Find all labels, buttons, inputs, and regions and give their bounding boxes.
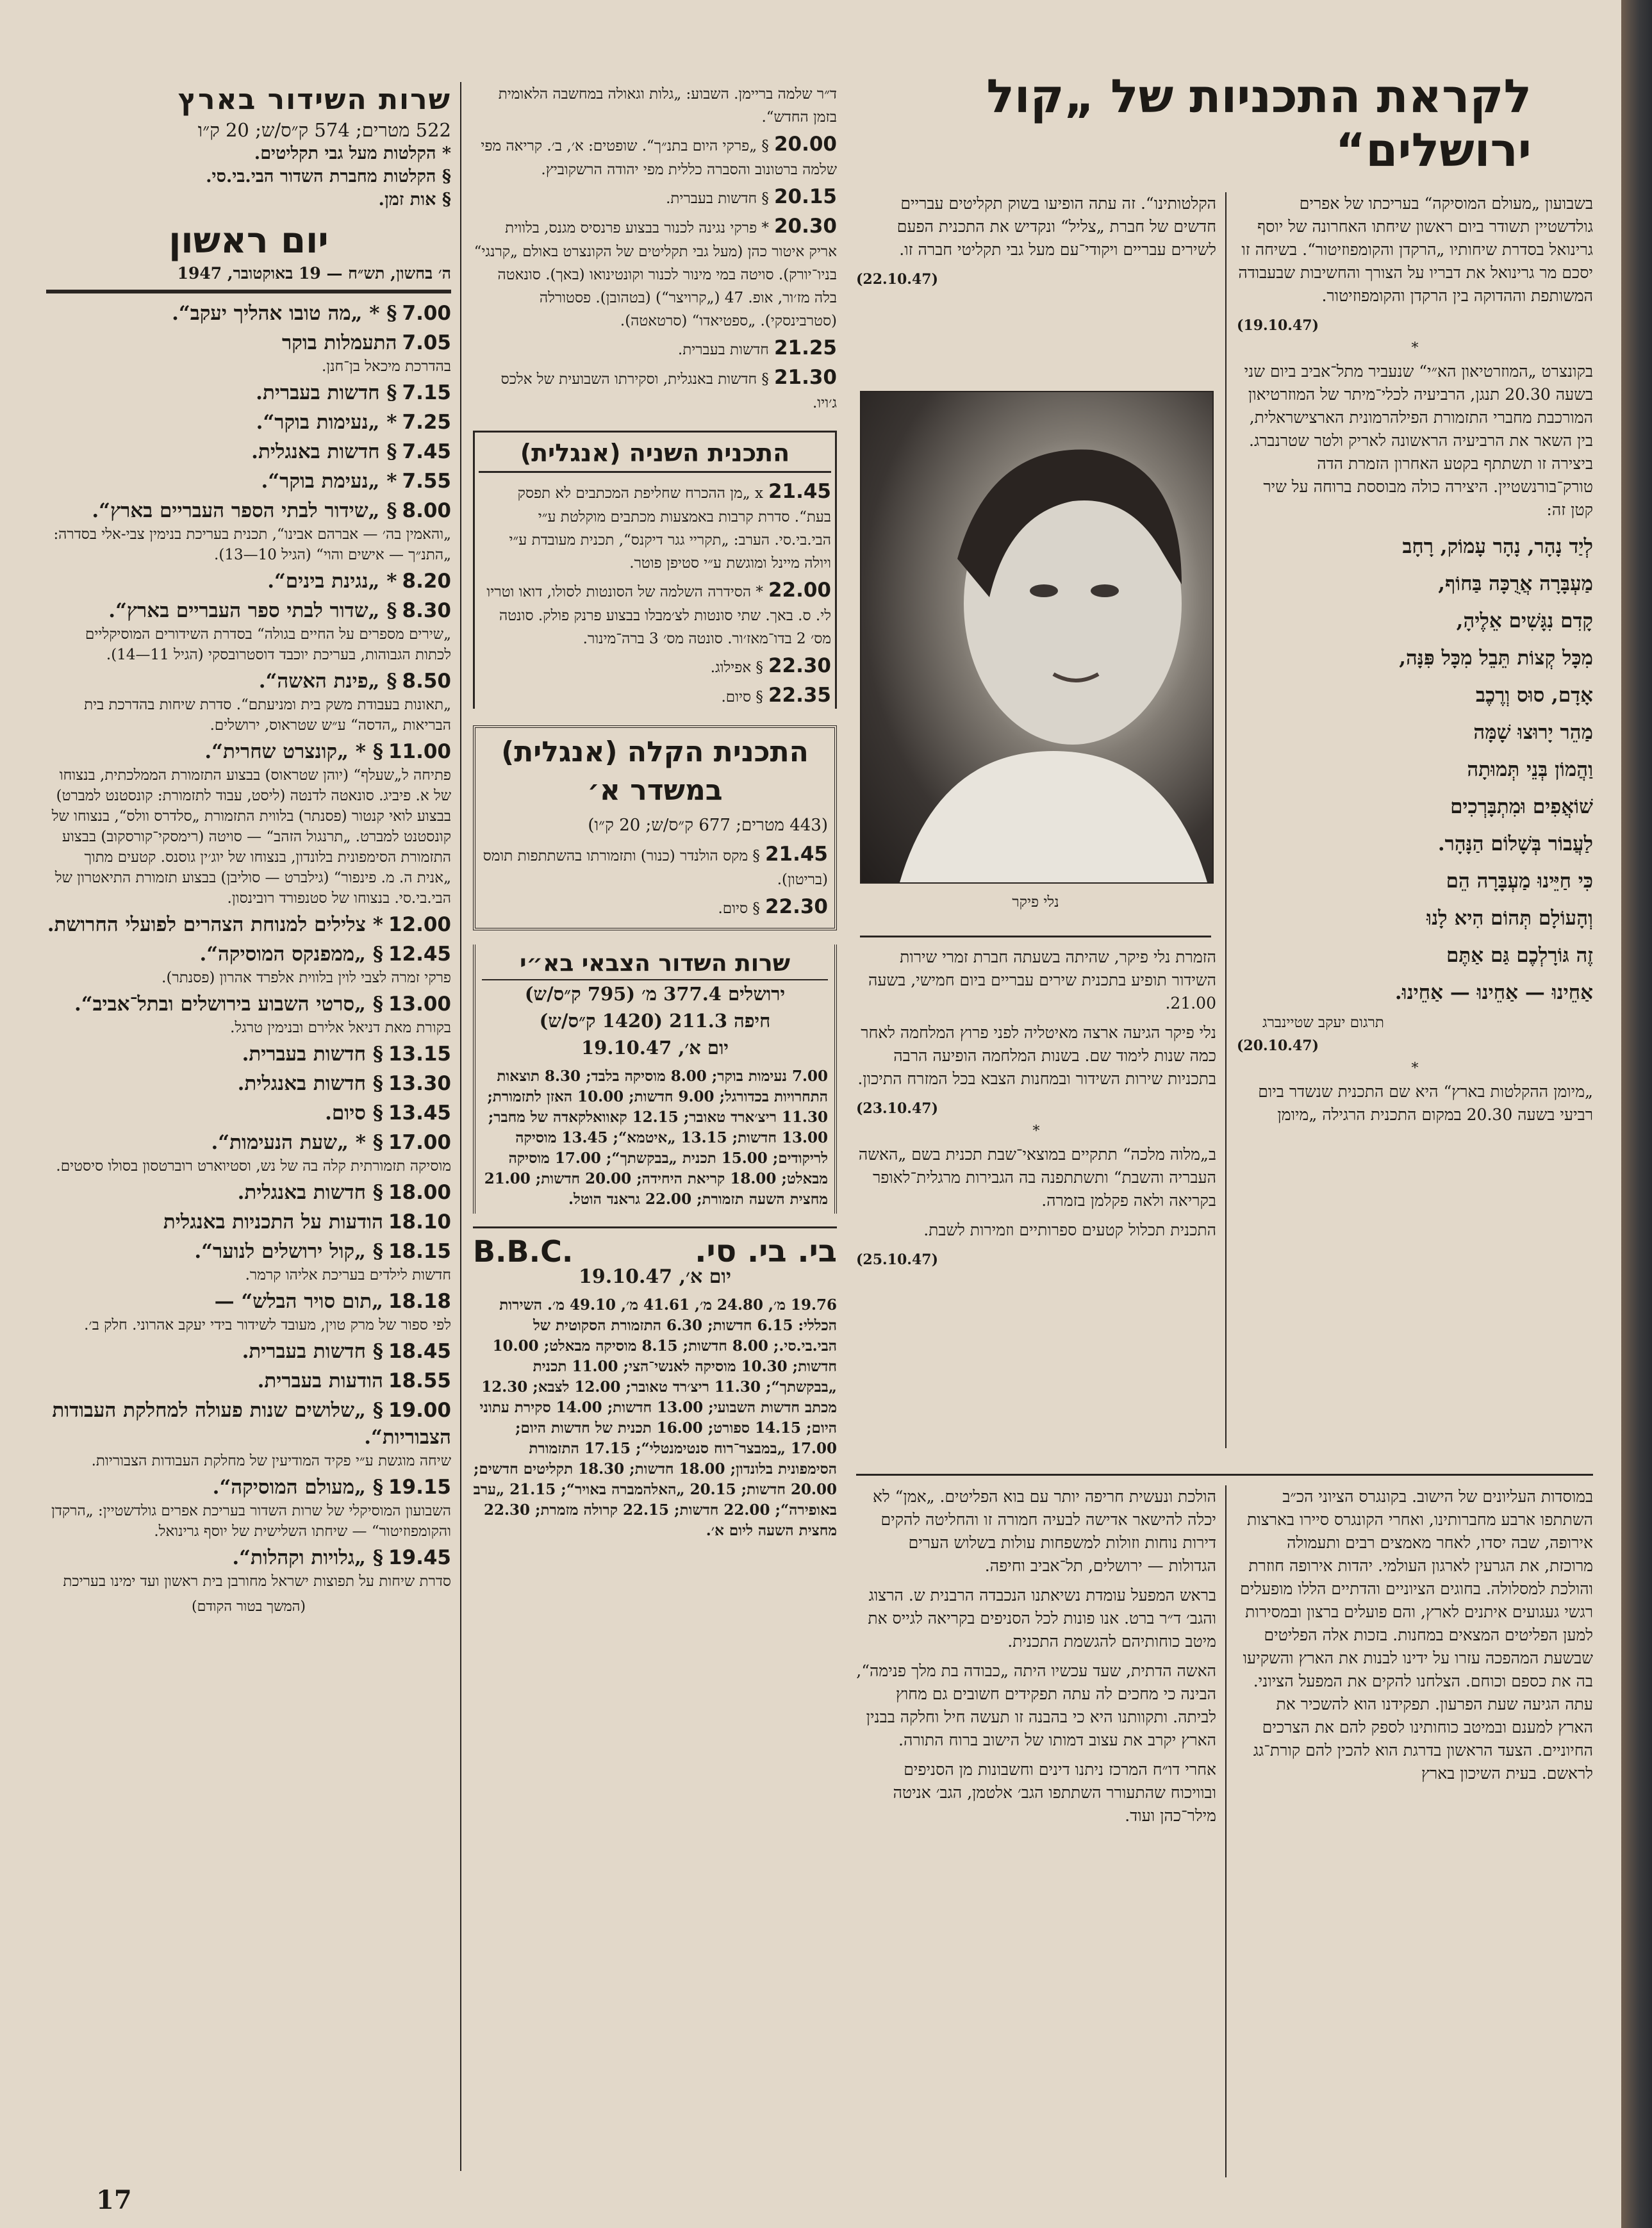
schedule-program: § „פינת האשה“. xyxy=(258,670,397,693)
schedule-time: 18.18 xyxy=(388,1290,451,1313)
schedule-entry xyxy=(46,1288,451,1335)
article-column-right: בשבועון „מעולם המוסיקה“ בעריכתו של אפרים גולדשטיין תשודר ביום ראשון שיחתו האחרונה של יוסף גרינואל בסדרת שיחותיו „הרקדן והקומפוזיטור“. בשיחה זו יסכם מר גרינואל את דבריו על הצורך והחשיבות שבעבודה המשותפת וההדוקה בין הרקדן והקומפוזיטור. (19.10.47) * בקונצרט „המוזרטיאון הא״י“ שנעביר מתל־אביב ביום שני בשעה 20.30 תנגן, הרביעיה לכלי־מיתר של המוזרטיאון המורכבת מחברי התזמורת הפילהרמונית הארצישראלית, בין השאר את הרביעיה הראשונה לאריק ולטר שטרנברג. ביצירה זו תשתתף בקטע האחרון הזמרת הדה טורק־בורנשטיין. היצירה כולה מבוססת ברוחה על שיר קטן זה: לְיַד נָהָר, נָהָר עָמוֹק, רָחָב מַעְבָּרָה אֲרֻכָּה בַּחוֹף, קָדִם נִגָּשִׁים אֵלֶיהָ, מִכָּל קְצוֹת תֵּבֵל מִכָּל פִּנָּה, אָדָם, סוּס וְרֶכֶב מַהֵר יָרוּצוּ שָׁמָּה וַהֲמוֹן בְּנֵי תְּמוּתָה שׁוֹאֲפִים וּמִתְבָּרְכִים לַעֲבוֹר בְּשָׁלוֹם הַנָּהָר. כִּי חַיֵּינוּ מַעְבָּרָה הֵם וְהָעוֹלָם תְּהוֹם הִיא לָנוּ זֶה גּוֹרָלְכֶם גַּם אַתֶּם אַחֵינוּ — אַחֵינוּ — אַחֵינוּ. תרגום יעקב שטיינברג (20.10.47) * „מיומן ההקלטות בארץ“ היא שם התכנית שנשדר ביום רביעי בשעה 20.30 במקום התכנית הרגילה „מיומן xyxy=(1237,192,1593,1448)
schedule-program: § „ממפנקס המוסיקה“. xyxy=(199,943,383,966)
schedule-entry xyxy=(46,1070,451,1097)
housing-paragraph: הולכת ונעשית חריפה יותר עם בוא הפליטים. „אמן“ לא יכלה להישאר אדישה לבעיה חמורה זו והחליטה להקים דירות נוחות וזולות למשפחות עולות בשלוש הערים הגדולות — ירושלים, תל־אביב וחיפה. xyxy=(872,1487,1216,1575)
evening-entry xyxy=(473,364,837,414)
bbc-title-hebrew: בי. בי. סי. xyxy=(695,1234,837,1269)
poem-line: קָדִם נִגָּשִׁים אֵלֶיהָ, xyxy=(1456,609,1593,632)
army-schedule: 7.00 נעימות בוקר; 8.00 מוסיקה בלבד; 8.30 תוצאות התחרויות בכדורגל; 9.00 חדשות; 10.00 האזן לתזמורת; 11.30 ריצ׳ארד טאובר; 12.15 קאוואלקאדה של מחבר; 13.00 חדשות; 13.15 „איטמא“; 13.45 מוסיקה לריקודים; 15.00 תכנית „בבקשתך“; 17.00 מוסיקה מבאלט; 18.00 קריאת היחידה; 20.00 חדשות; 21.00 מחצית השעה תזמורת; 22.00 גראנד הוטל. xyxy=(484,1068,828,1208)
station-legend-time: § אות זמן. xyxy=(378,190,451,210)
schedule-program: § חדשות באנגלית. xyxy=(237,1181,383,1204)
poem-credit: תרגום יעקב שטיינברג xyxy=(1262,1014,1384,1031)
music-world-item: בשבועון „מעולם המוסיקה“ בעריכתו של אפרים גולדשטיין תשודר ביום ראשון שיחתו האחרונה של יוסף גרינואל בסדרת שיחותיו „הרקדן והקומפוזיטור“. בשיחה זו יסכם מר גרינואל את דבריו על הצורך והחשיבות שבעבודה המשותפת וההדוקה בין הרקדן והקומפוזיטור. xyxy=(1238,194,1593,305)
light-program-list xyxy=(482,841,828,920)
schedule-description: חדשות לילדים בעריכת אליהו קרמר. xyxy=(245,1267,451,1283)
schedule-time: 7.15 xyxy=(402,381,451,404)
column-divider xyxy=(460,82,461,2171)
schedule-entry xyxy=(46,468,451,495)
bbc-box xyxy=(473,1234,837,1541)
melave-malka-date: (25.10.47) xyxy=(856,1251,938,1268)
bbc-date: יום א׳, 19.10.47 xyxy=(579,1266,731,1288)
evening-time: 21.30 xyxy=(773,366,837,389)
diaspora-paragraph: במוסדות העליונים של הישוב. בקונגרס הציוני הכ״ב השתתפו ארבע מחברותינו, ואחרי הקונגרס סיירו בארצות אירופה, שבה יסדו, לאחר מאמצים רבים ותעמולה מרוכזת, את הגרעין לארגון העולמי. יהדות אירופה חוזרת והולכת למסלולה. בחוגים הציוניים והדתיים הללו מופעלים רגשי געגועים איתנים לארץ, והם פועלים ברצון ובמסירות למען הפליטים המצאים במחנות. בזכות אלה הפליטים שבשעת המהפכה עזרו על ידינו לבנות את הארץ והשקיעו בה את כספם וכוחם. הצלחנו להקים את המפעל הציוני. עתה הגיעה שעת הפרעון. תפקידנו הוא להשכיר את הארץ למענם ובמיטב כוחותינו לספק להם את הצרכים החיוניים. הצעד הראשון בדרגת הוא להכין להם קורת־גג לראשם. בעית השיכון בארץ xyxy=(1239,1487,1593,1783)
schedule-entry xyxy=(46,379,451,406)
schedule-entry xyxy=(46,568,451,595)
schedule-entry xyxy=(46,1544,451,1592)
schedule-entry xyxy=(46,1041,451,1068)
schedule-entry xyxy=(46,991,451,1038)
photo-caption-area xyxy=(860,891,1211,929)
schedule-time: 19.45 xyxy=(388,1546,451,1569)
poem-line: לְיַד נָהָר, נָהָר עָמוֹק, רָחָב xyxy=(1402,535,1593,558)
schedule-column xyxy=(46,82,451,2177)
article-column-left-lower: הזמרת נלי פיקר, שהיתה בשעתה חברת זמרי שירות השידור תופיע בתכנית שירים עבריים ביום חמישי, בשעה 21.00. נלי פיקר הגיעה ארצה מאיטליה לפני פרוץ המלחמה לאחר כמה שנות לימוד שם. בשנות המלחמה הופיעה הרבה בתכניות שירות השידור ובמחנות הצבא בכל המזרח התיכון. (23.10.47) * ב„מלוה מלכה“ תתקיים במוצאי־שבת תכנית בשם „האשה העבריה והשבת“ ותשתתפנה בה הגבירות מרגלית־לאופר בקריאה ולאה פקלמן בזמרה. התכנית תכלול קטעים ספרותיים וזמירות לשבת. (25.10.47) xyxy=(856,946,1216,1465)
schedule-time: 8.00 xyxy=(402,499,451,522)
schedule-time: 18.15 xyxy=(388,1240,451,1263)
second-program-box xyxy=(473,431,837,709)
schedule-entry xyxy=(46,1474,451,1542)
listings-column xyxy=(473,82,837,2177)
religious-woman-paragraph: האשה הדתית, שעד עכשיו היתה „כבודה בת מלך פנימה“, הבינה כי מחכים לה עתה תפקידים חשובים גם מחוץ לביתה. ותקוותנו היא כי בהבנה זו תעשה חיל וחלקה בבנין הארץ יקרב את עצוב דמותו של הישוב ברוח התורה. xyxy=(856,1662,1216,1749)
schedule-time: 19.15 xyxy=(388,1476,451,1499)
binding-edge xyxy=(1621,0,1652,2228)
schedule-program: § חדשות באנגלית. xyxy=(237,1072,383,1095)
schedule-program: § „מעולם המוסיקה“. xyxy=(212,1476,383,1499)
poem-date: (20.10.47) xyxy=(1237,1037,1319,1054)
schedule-program: * „נעימות בוקר“. xyxy=(256,411,397,434)
light-program-sub: (443 מטרים; 677 ק״ס/ש; 20 ק״ו) xyxy=(588,816,828,835)
second-entry xyxy=(479,478,831,574)
schedule-description: בקורת מאת דניאל אלירם ובנימין טרגל. xyxy=(230,1019,451,1036)
schedule-entry xyxy=(46,911,451,938)
schedule-time: 7.05 xyxy=(402,331,451,354)
light-entry xyxy=(482,841,828,891)
evening-entry xyxy=(473,82,837,128)
schedule-program: § חדשות בעברית. xyxy=(242,1043,383,1066)
second-entry xyxy=(479,682,831,709)
evening-program: חדשות בעברית. xyxy=(677,342,769,358)
evening-program: § חדשות באנגלית, וסקירתו השבועית של אלכס ג׳ויו. xyxy=(500,371,837,411)
singer-photo xyxy=(860,391,1214,884)
schedule-time: 18.10 xyxy=(388,1210,451,1234)
poem xyxy=(1237,528,1593,1011)
schedule-entry xyxy=(46,1338,451,1365)
schedule-program: § „שידור לבתי הספר העבריים בארץ“. xyxy=(92,499,397,522)
singer-intro: הזמרת נלי פיקר, שהיתה בשעתה חברת זמרי שירות השידור תופיע בתכנית שירים עבריים ביום חמישי, בשעה 21.00. xyxy=(868,948,1216,1012)
melave-malka: ב„מלוה מלכה“ תתקיים במוצאי־שבת תכנית בשם „האשה העבריה והשבת“ ותשתתפנה בה הגבירות מרגלית־לאופר בקריאה ולאה פקלמן בזמרה. xyxy=(858,1145,1216,1210)
article-mid-top: הקלטותינו“. זה עתה הופיעו בשוק תקליטים עבריים חדשים של חברת „צליל“ ונקדיש את התכנית הפעם לשירים עבריים ויקודי־עם מעל גבי תקליטי חברה זו. xyxy=(896,194,1216,259)
schedule-program: § * „מה טובו אהליך יעקב“. xyxy=(172,302,397,325)
singer-background: נלי פיקר הגיעה ארצה מאיטליה לפני פרוץ המלחמה לאחר כמה שנות לימוד שם. בשנות המלחמה הופיעה הרבה בתכניות שירות השידור ובמחנות הצבא בכל המזרח התיכון. xyxy=(857,1023,1216,1088)
schedule-program: § * „שעת הנעימות“. xyxy=(211,1131,383,1154)
second-program: § סיום. xyxy=(721,689,763,706)
schedule-time: 13.00 xyxy=(388,993,451,1016)
station-legend-records: * הקלטות מעל גבי תקליטים. xyxy=(254,144,451,163)
schedule-time: 7.00 xyxy=(402,302,451,325)
schedule-time: 18.45 xyxy=(388,1340,451,1363)
schedule-time: 13.45 xyxy=(388,1102,451,1125)
mozarteum-item: בקונצרט „המוזרטיאון הא״י“ שנעביר מתל־אביב ביום שני בשעה 20.30 תנגן, הרביעיה לכלי־מיתר של המוזרטיאון המורכבת מחברי התזמורת הפילהרמונית הארצישראלית, בין השאר את הרביעיה הראשונה לאריק ולטר שטרנברג. ביצירה זו תשתתף בקטע האחרון הזמרת הדה טורק־בורנשטיין. היצירה כולה מבוססת ברוחה על שיר קטן זה: xyxy=(1244,362,1593,519)
poem-line: כִּי חַיֵּינוּ מַעְבָּרָה הֵם xyxy=(1446,870,1593,893)
light-program-title: התכנית הקלה (אנגלית) במשדר א׳ xyxy=(501,736,809,807)
second-program: x „מן ההכרח שחליפת המכתבים לא תפסק בעת“. סדרת קרבות באמצעות מכתבים מוקלטת ע״י הבי.בי.סי. הערב: „תקריי גגר דיקנס“, תכנית מעובדת ע״י ויולה מיינל ומוגשת ע״י סטיפן פוטר. xyxy=(509,485,831,572)
station-frequency: 522 מטרים; 574 ק״ס/ש; 20 ק״ו xyxy=(197,119,451,141)
poem-line: מַהֵר יָרוּצוּ שָׁמָּה xyxy=(1473,721,1593,744)
schedule-time: 19.00 xyxy=(388,1399,451,1422)
evening-program: * פרקי נגינה לכנור בבצוע פרנסיס מגנס, בלווית אריק איטור כהן (מעל גבי תקליטים של הקונצרט באולם „קרנגי“ בניו־יורק). סויטה במי מינור לכנור וקונטינואו (באך). סונאטה בלה מז׳ור, אופ. 47 („קרויצר“) (בטהובן). פסטורלה (סטרבינסקי). „ספטיאדו“ (סרטאטה). xyxy=(474,220,837,329)
schedule-description: „תאונות בעבודת משק בית ומניעתם“. סדרת שיחות בהדרכת בית הבריאות „הדסה“ ע״ש שטראוס, ירושלים. xyxy=(84,697,451,734)
second-time: 22.35 xyxy=(768,684,831,707)
army-haifa: חיפה 211.3 (1420 ק״ס/ש) xyxy=(539,1010,771,1032)
schedule-entry xyxy=(46,1100,451,1126)
station-header: שרות השידור בארץ xyxy=(178,83,451,116)
schedule-description: בהדרכת מיכאל בן־חנן. xyxy=(321,358,451,375)
second-time: 22.30 xyxy=(768,654,831,677)
schedule-description: „שירים מספרים על החיים בגולה“ בסדרת השידורים המוסיקליים לכתות הגבוהות, בעריכת יוכבד דוסטרובסקי (הגיל 11—14). xyxy=(85,626,451,663)
light-program: § סיום. xyxy=(718,900,760,917)
schedule-description: פתיחה ל„שעלף“ (יוהן שטראוס) בבצוע התזמורת הממלכתית, בנצוחו של א. פיביג. סונאטה לדנטה (ליסט, עבוד לתזמורת: קונסטנט למברט) בבצוע לואי קנטור (פסנתר) בלווית התזמורת „סלדרס וולס“, בנצוחו של קונסטנט למברט. „תרנגול הזהב“ — סויטה (רימסקי־קורסקוב) בבצוע התזמורת הסימפונית בלונדון, בנצוחו של יוג׳ין גוסנס. קטעים מתוך „אנית ה. מ. פינפור“ (גילברט — סוליבן) בבצוע תזמורת התיאטרון של הבי.בי.סי. בנצוחו של סטנפורד רובינסון. xyxy=(51,767,451,907)
schedule-entry xyxy=(46,1238,451,1285)
poem-line: שׁוֹאֲפִים וּמִתְבָּרְכִים xyxy=(1450,795,1593,818)
schedule-program: § חדשות בעברית. xyxy=(242,1340,383,1363)
schedule-description: השבועון המוסיקלי של שרות השדור בעריכת אפרים גולדשטיין: „הרקדן והקומפוזיטור“ — שיחתו השלישית של יוסף גרינואל. xyxy=(51,1503,451,1540)
day-date: ה׳ בחשון, תש״ח — 19 באוקטובר, 1947 xyxy=(177,264,451,283)
schedule-program: § „שדור לבתי ספר העבריים בארץ“. xyxy=(108,599,397,622)
schedule-program: § * „קונצרט שחרית“. xyxy=(204,740,383,763)
poem-line: לַעֲבוֹר בְּשָׁלוֹם הַנָּהָר. xyxy=(1437,832,1593,855)
photo-caption: נלי פיקר xyxy=(1012,894,1059,911)
lower-article-right xyxy=(1237,1485,1593,2177)
schedule-entry xyxy=(46,668,451,736)
evening-time: 20.00 xyxy=(773,133,837,156)
second-program-list xyxy=(479,478,831,709)
schedule-program: * „נעימת בוקר“. xyxy=(261,470,397,493)
day-divider xyxy=(46,290,451,293)
schedule-description: סדרת שיחות על תפוצות ישראל מחורבן בית ראשון ועד ימינו בעריכת xyxy=(63,1573,451,1590)
schedule-program: * צלילים למנוחת הצהרים לפועלי החרושת. xyxy=(47,913,383,936)
schedule-entry xyxy=(46,1129,451,1176)
light-time: 21.45 xyxy=(764,843,828,866)
schedule-time: 7.45 xyxy=(402,440,451,463)
schedule-time: 18.55 xyxy=(388,1369,451,1392)
recordings-diary-item: „מיומן ההקלטות בארץ“ היא שם התכנית שנשדר ביום רביעי בשעה 20.30 במקום התכנית הרגילה „מיומן xyxy=(1258,1082,1593,1124)
schedule-description: מוסיקה תזמורתית קלה בה של נש, וסטיוארט רוברטסון בסולו סיסטים. xyxy=(56,1158,451,1175)
schedule-time: 13.15 xyxy=(388,1043,451,1066)
schedule-entry xyxy=(46,438,451,465)
schedule-time: 12.45 xyxy=(388,943,451,966)
light-time: 22.30 xyxy=(764,895,828,918)
schedule-entry xyxy=(46,329,451,377)
leadership-paragraph: בראש המפעל עומדת נשיאתנו הנכבדה הרבנית ש. הרצוג והגב׳ ד״ר ברט. אנו פונות לכל הסניפים בקריאה לגייס את מיטב כוחותיהם להגשמת התכנית. xyxy=(868,1586,1216,1651)
schedule-description: פרקי זמרה לצבי לוין בלווית אלפרד אהרון (פסנתר). xyxy=(161,970,451,986)
branches-report-paragraph: אחרי דו״ח המרכז ניתנו דינים וחשבונות מן הסניפים ובוויכוח שהתעורר השתתפו הגב׳ אלטמן, הגב׳ אניטה מילר־כהן ועוד. xyxy=(893,1760,1216,1825)
second-program-title: התכנית השניה (אנגלית) xyxy=(479,438,831,473)
evening-entry xyxy=(473,183,837,210)
schedule-description: „והאמין בה׳ — אברהם אבינו“, תכנית בעריכת בנימין צבי‑אלי בסדרה: „התנ״ך — אישים והוי“ (הגיל 10—13). xyxy=(53,526,451,563)
light-entry xyxy=(482,893,828,920)
schedule-entry xyxy=(46,300,451,327)
schedule-time: 8.50 xyxy=(402,670,451,693)
bbc-schedule: 19.76 מ׳, 24.80 מ׳, 41.61 מ׳, 49.10 מ׳. השירות הכללי: 6.15 חדשות; 6.30 התזמורת הסקוטית של הבי.בי.סי.; 8.00 חדשות; 8.15 מוסיקה מבאלט; 10.00 חדשות; 10.30 מוסיקה לאנשי־הצי; 11.00 תכנית „בבקשתך“; 11.30 ריצ׳רד טאובר; 12.00 לצבא; 12.30 מכתב חדשות השבועי; 13.00 חדשות; 14.00 סקירת עתוני היום; 14.15 ספורט; 16.00 תכנית של חדשות היום; 17.00 „במבצר־רוח סנטימנטלי“; 17.15 התזמורת הסימפונית בלונדון; 18.00 חדשות; 18.30 תקליטים חדשים; 20.00 חדשות; 20.15 „האלהמברה באויר“; 21.15 „ערב באופירה“; 22.00 חדשות; 22.15 קרולה מזמרת; 22.30 מחצית השעה ליום א׳. xyxy=(473,1296,837,1539)
schedule-entry xyxy=(46,597,451,665)
article-divider xyxy=(1225,192,1227,1448)
schedule-time: 7.55 xyxy=(402,470,451,493)
schedule-time: 12.00 xyxy=(388,913,451,936)
page-number: 17 xyxy=(96,2185,132,2215)
evening-time: 21.25 xyxy=(773,336,837,359)
schedule-entry xyxy=(46,409,451,436)
poem-line: מִכָּל קְצוֹת תֵּבֵל מִכָּל פִּנָּה, xyxy=(1399,647,1593,670)
poem-line: מַעְבָּרָה אֲרֻכָּה בַּחוֹף, xyxy=(1438,572,1593,595)
second-time: 22.00 xyxy=(768,579,831,602)
schedule-entry xyxy=(46,1209,451,1235)
evening-entry xyxy=(473,131,837,181)
continued-note: (המשך בטור הקודם) xyxy=(192,1599,306,1615)
evening-time: 20.15 xyxy=(773,185,837,208)
schedule-description: לפי ספור של מרק טוין, מעובד לשידור בידי יעקב אהרוני. חלק ב׳. xyxy=(84,1317,451,1333)
schedule-program: § „גלויות וקהלות“. xyxy=(232,1546,383,1569)
army-box xyxy=(473,945,837,1214)
schedule-entry xyxy=(46,1179,451,1206)
evening-time: 20.30 xyxy=(773,215,837,238)
schedule-time: 7.25 xyxy=(402,411,451,434)
schedule-program: § „שלושים שנות פעולה למחלקת העבודות הצבוריות“. xyxy=(52,1399,451,1449)
evening-list xyxy=(473,82,837,414)
schedule-entry xyxy=(46,1367,451,1394)
schedule-program: § חדשות בעברית. xyxy=(256,381,397,404)
schedule-time: 11.00 xyxy=(388,740,451,763)
army-date: יום א׳, 19.10.47 xyxy=(581,1037,729,1059)
schedule-program: § חדשות באנגלית. xyxy=(251,440,397,463)
schedule-time: 8.30 xyxy=(402,599,451,622)
schedule-entry xyxy=(46,497,451,565)
lower-article-mid xyxy=(856,1485,1216,2177)
evening-program: § חדשות בעברית. xyxy=(666,190,769,207)
music-world-date: (19.10.47) xyxy=(1237,317,1319,334)
schedule-entry xyxy=(46,941,451,988)
evening-entry xyxy=(473,334,837,361)
schedule-time: 18.00 xyxy=(388,1181,451,1204)
army-title: שרות השדור הצבאי בא״י xyxy=(482,948,828,980)
evening-entry xyxy=(473,213,837,332)
bbc-title-english: B.B.C. xyxy=(473,1234,574,1269)
melave-malka-content: התכנית תכלול קטעים ספרותיים וזמירות לשבת. xyxy=(923,1221,1216,1239)
singer-date: (23.10.47) xyxy=(856,1100,938,1117)
schedule-program: § „קול ירושלים לנוער“. xyxy=(194,1240,383,1263)
second-program: * הסידרה השלמה של הסונטות לסולו, דואו וטריו לי. ס. באך. שתי סונטות לצ׳מבלו בבצוע פרנק פולק. סונטה מס׳ 2 בדו־מאז׳ור. סונטה מס׳ 3 ברה־מינור. xyxy=(486,584,831,647)
second-time: 21.45 xyxy=(768,480,831,503)
schedule-program: הודעות על התכניות באנגלית xyxy=(163,1210,383,1234)
portrait-illustration xyxy=(861,392,1212,882)
poem-line: אַחֵינוּ — אַחֵינוּ — אַחֵינוּ. xyxy=(1394,981,1593,1004)
article-headline: לקראת התכניות של „קול ירושלים“ xyxy=(986,69,1532,177)
schedule-entry xyxy=(46,1397,451,1471)
schedule-description: שיחה מוגשת ע״י פקיד המודיעין של מחלקת העבודות הצבוריות. xyxy=(91,1453,451,1469)
light-program: § מקס הולנדר (כנור) ותזמורתו בהשתתפות תומס (בריטון). xyxy=(483,848,828,888)
lower-article-rule xyxy=(856,1474,1593,1476)
poem-line: אָדָם, סוּס וְרֶכֶב xyxy=(1476,684,1593,707)
day-title: יום ראשון xyxy=(169,220,329,261)
caption-rule xyxy=(860,936,1211,937)
second-program: § אפילוג. xyxy=(710,659,763,676)
second-entry xyxy=(479,652,831,679)
army-bbc-divider xyxy=(473,1226,837,1228)
schedule-program: „תום סויר הבלש“ — xyxy=(214,1290,383,1313)
schedule-time: 17.00 xyxy=(388,1131,451,1154)
poem-line: זֶה גּוֹרָלְכֶם גַּם אַתֶּם xyxy=(1446,944,1593,967)
lower-article-divider xyxy=(1225,1485,1227,2177)
second-entry xyxy=(479,577,831,650)
schedule-program: התעמלות בוקר xyxy=(282,331,397,354)
schedule-list xyxy=(46,300,451,1592)
light-program-box xyxy=(473,725,837,930)
schedule-program: * „נגינת בינים“. xyxy=(267,570,397,593)
poem-line: וְהָעוֹלָם תְּהוֹם הִיא לָנוּ xyxy=(1426,907,1593,930)
schedule-program: § סיום. xyxy=(325,1102,383,1125)
evening-program: ד״ר שלמה בריימן. השבוע: „גלות וגאולה במחשבה הלאומית בזמן החדש“. xyxy=(498,86,837,126)
station-legend-bbc: § הקלטות מחברת השדור הבי.בי.סי. xyxy=(206,167,451,186)
schedule-time: 8.20 xyxy=(402,570,451,593)
article-mid-top-date: (22.10.47) xyxy=(856,271,938,288)
schedule-time: 13.30 xyxy=(388,1072,451,1095)
poem-line: וַהֲמוֹן בְּנֵי תְּמוּתָה xyxy=(1467,758,1593,781)
evening-program: § „פרקי היום בתנ״ך“. שופטים: א׳, ב׳. קריאה מפי שלמה ברטונוב והסברה כללית מפי יהודה הרשקוביץ. xyxy=(481,138,837,178)
army-jerusalem: ירושלים 377.4 מ׳ (795 ק״ס/ש) xyxy=(524,983,786,1005)
schedule-entry xyxy=(46,738,451,909)
schedule-program: הודעות בעברית. xyxy=(257,1369,383,1392)
schedule-program: § „סרטי השבוע בירושלים ובתל־אביב“. xyxy=(74,993,383,1016)
